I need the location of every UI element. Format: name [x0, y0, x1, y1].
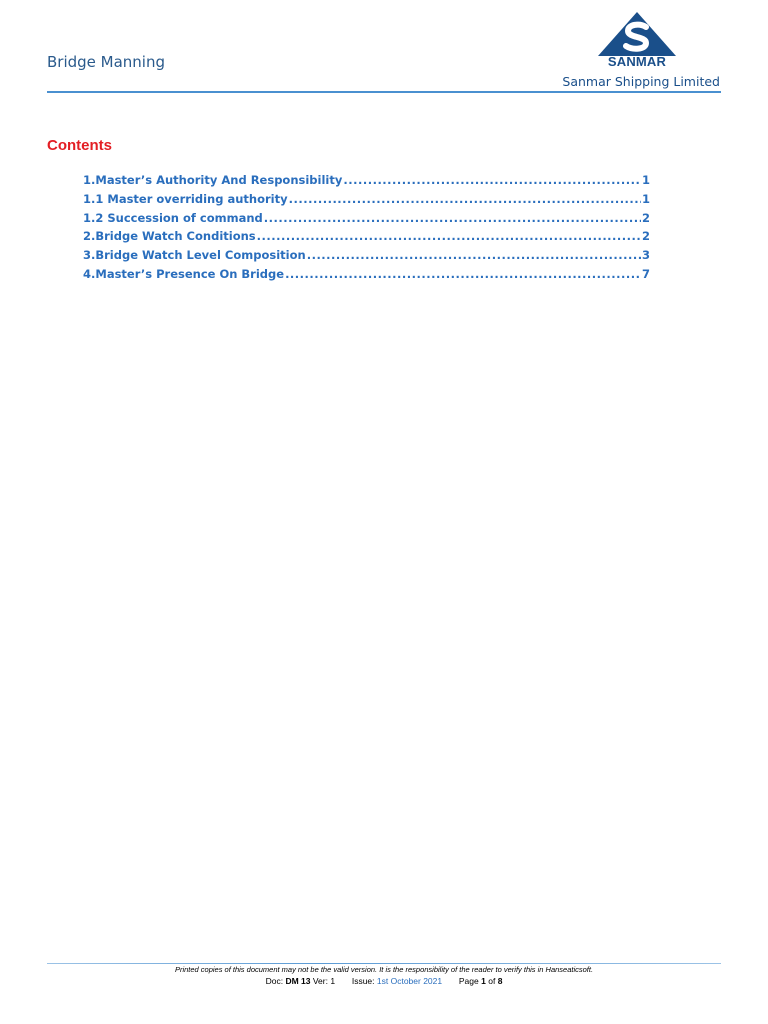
page-current: 1 — [481, 976, 486, 986]
toc-entry-label: 4.Master’s Presence On Bridge — [83, 266, 285, 281]
issue-label: Issue: — [351, 976, 375, 986]
toc-entry-label: 1.1 Master overriding authority — [83, 191, 288, 206]
toc-leader — [289, 192, 641, 206]
toc-entry-page: 2 — [641, 210, 650, 225]
doc-value: DM 13 — [285, 976, 311, 986]
header-divider — [47, 91, 721, 93]
ver-label: Ver: — [312, 976, 328, 986]
toc-entry[interactable] — [83, 248, 650, 267]
document-title: Bridge Manning — [47, 53, 166, 71]
toc-entry-page: 7 — [641, 266, 650, 281]
doc-label: Doc: — [265, 976, 284, 986]
toc-entry-page: 3 — [641, 248, 650, 263]
toc-entry-page: 1 — [641, 191, 650, 206]
toc-entry-page: 1 — [641, 173, 650, 187]
toc-entry-label: 1.Master’s Authority And Responsibility — [83, 173, 343, 187]
toc-entry-label: 1.2 Succession of command — [83, 210, 263, 225]
table-of-contents — [83, 173, 650, 286]
contents-heading: Contents — [47, 137, 112, 154]
toc-entry-label: 3.Bridge Watch Level Composition — [83, 248, 306, 263]
toc-leader — [343, 173, 641, 187]
toc-entry-page: 2 — [641, 229, 650, 244]
toc-entry[interactable] — [83, 192, 650, 211]
issue-date: 1st October 2021 — [376, 976, 443, 986]
toc-leader — [307, 248, 641, 262]
company-name: Sanmar Shipping Limited — [562, 74, 720, 89]
page-label: Page — [458, 976, 479, 986]
toc-entry[interactable] — [83, 211, 650, 230]
toc-leader — [264, 211, 641, 225]
page-of: of — [488, 976, 496, 986]
footer-document-info — [0, 976, 768, 986]
toc-entry[interactable] — [83, 173, 650, 192]
logo-wordmark: SANMAR — [607, 54, 667, 69]
toc-entry[interactable] — [83, 267, 650, 286]
toc-leader — [285, 267, 641, 281]
page-total: 8 — [497, 976, 503, 986]
ver-value: 1 — [330, 976, 336, 986]
toc-leader — [257, 229, 641, 243]
footer-disclaimer: Printed copies of this document may not be the valid version. It is the responsibility of the reader to verify this in Hanseaticsoft. — [174, 965, 594, 974]
footer-divider — [47, 963, 721, 964]
toc-entry-label: 2.Bridge Watch Conditions — [83, 229, 256, 244]
toc-entry[interactable] — [83, 229, 650, 248]
